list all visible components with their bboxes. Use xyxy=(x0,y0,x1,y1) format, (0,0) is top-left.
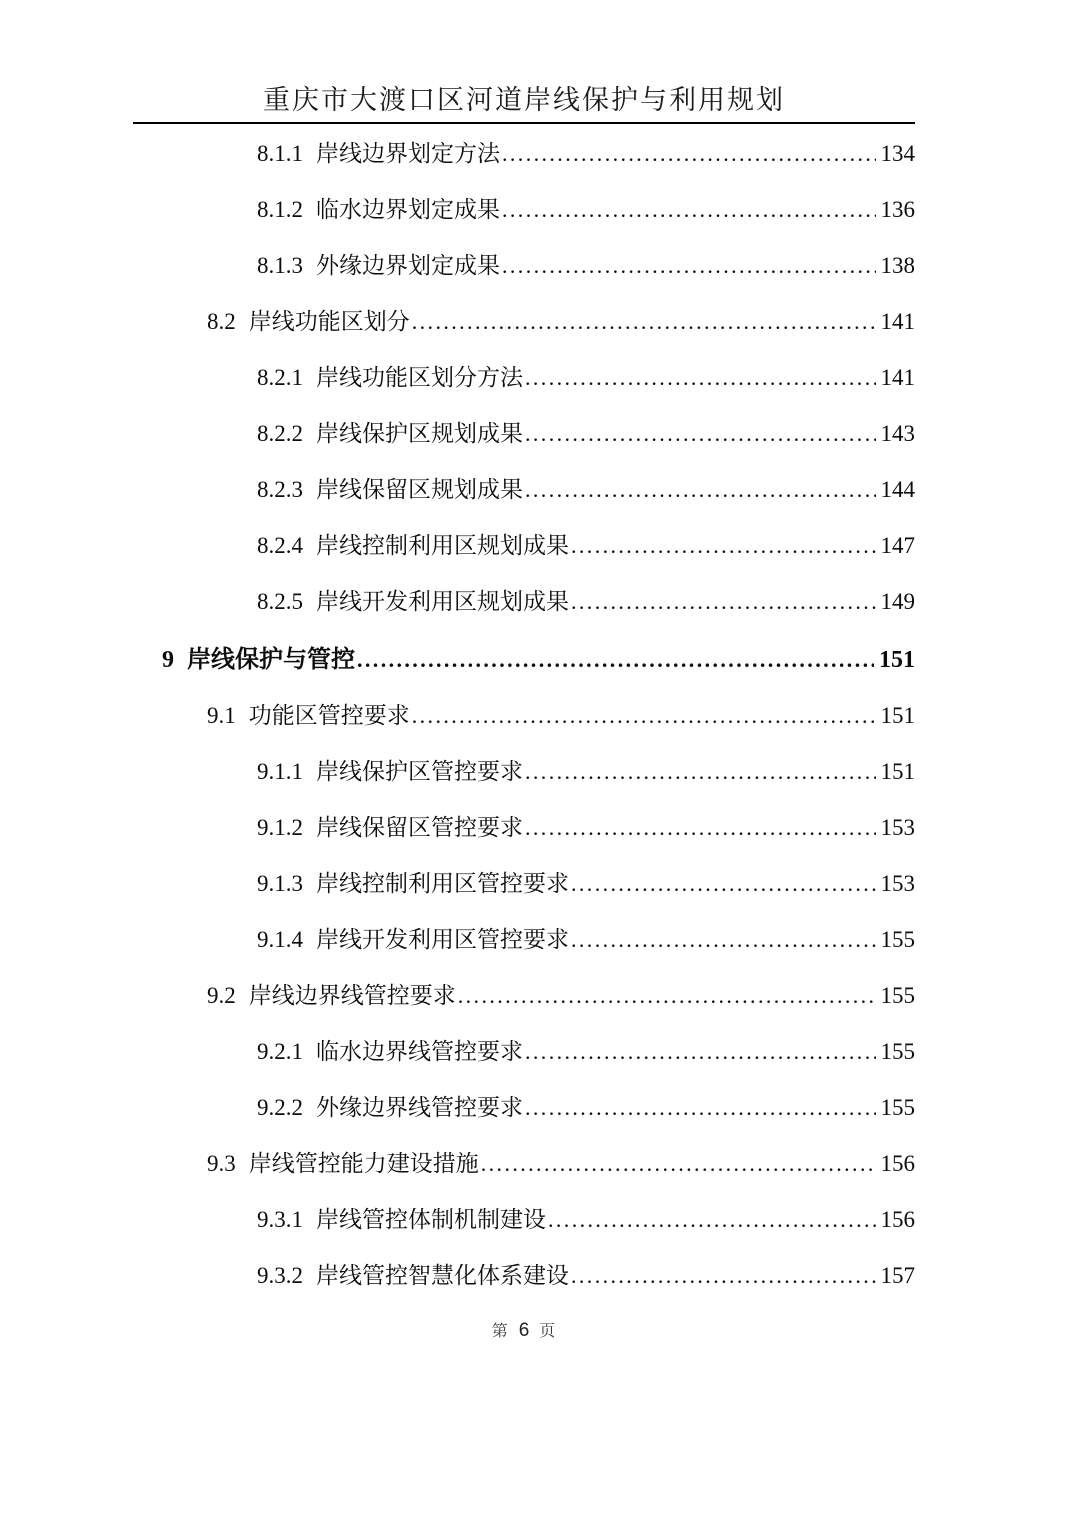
toc-entry-page: 155 xyxy=(880,927,915,952)
toc-entry-number: 8.2.5 xyxy=(257,589,303,614)
toc-entry xyxy=(133,1206,915,1234)
dot-leader xyxy=(502,196,876,224)
toc-entry-number: 9.3 xyxy=(207,1151,236,1176)
toc-entry xyxy=(133,646,915,674)
toc-entry-page: 153 xyxy=(880,815,915,840)
dot-leader xyxy=(412,308,876,336)
toc-entry-number: 8.2.1 xyxy=(257,365,303,390)
toc-entry-page: 155 xyxy=(880,983,915,1008)
toc-entry-page: 156 xyxy=(880,1151,915,1176)
page-footer xyxy=(133,1318,915,1342)
toc-entry xyxy=(133,702,915,730)
dot-leader xyxy=(502,140,876,168)
toc-entry-page: 157 xyxy=(880,1263,915,1288)
toc-entry-number: 8.2.3 xyxy=(257,477,303,502)
toc-entry-page: 144 xyxy=(880,477,915,502)
dot-leader xyxy=(571,588,876,616)
dot-leader xyxy=(571,532,876,560)
header-divider xyxy=(133,122,915,124)
toc-entry-page: 143 xyxy=(880,421,915,446)
toc-entry-title: 岸线开发利用区管控要求 xyxy=(316,927,569,952)
page-header xyxy=(133,84,915,124)
toc-entry-title: 岸线保留区规划成果 xyxy=(316,477,523,502)
toc-entry xyxy=(133,758,915,786)
toc-entry-title: 岸线控制利用区管控要求 xyxy=(316,871,569,896)
toc-entry xyxy=(133,420,915,448)
toc-entry-number: 8.1.2 xyxy=(257,197,303,222)
toc-entry-number: 9.2.2 xyxy=(257,1095,303,1120)
page-number: 6 xyxy=(518,1320,530,1341)
toc-entry xyxy=(133,1094,915,1122)
toc-entry-title: 岸线边界线管控要求 xyxy=(248,983,456,1008)
toc-entry-title: 功能区管控要求 xyxy=(248,703,410,728)
toc-entry-page: 155 xyxy=(880,1095,915,1120)
toc-entry-number: 9.1.2 xyxy=(257,815,303,840)
toc-entry xyxy=(133,926,915,954)
dot-leader xyxy=(458,982,876,1010)
toc-entry xyxy=(133,476,915,504)
toc-entry-title: 岸线管控能力建设措施 xyxy=(248,1151,479,1176)
toc-entry xyxy=(133,588,915,616)
page-number-prefix: 第 xyxy=(491,1323,509,1340)
dot-leader xyxy=(571,870,876,898)
dot-leader xyxy=(502,252,876,280)
toc-entry xyxy=(133,814,915,842)
toc-entry xyxy=(133,364,915,392)
toc-entry-page: 141 xyxy=(880,309,915,334)
toc-entry-page: 153 xyxy=(880,871,915,896)
dot-leader xyxy=(525,814,876,842)
toc-entry-number: 9.1.3 xyxy=(257,871,303,896)
toc-entry-number: 9.1 xyxy=(207,703,236,728)
toc-entry-page: 134 xyxy=(880,141,915,166)
toc-entry xyxy=(133,1038,915,1066)
toc-entry xyxy=(133,982,915,1010)
toc-entry xyxy=(133,308,915,336)
toc-entry-title: 岸线保护与管控 xyxy=(187,647,355,673)
toc-entry xyxy=(133,196,915,224)
toc-entry-title: 岸线保护区管控要求 xyxy=(316,759,523,784)
toc-entry-title: 岸线保留区管控要求 xyxy=(316,815,523,840)
toc-entry-number: 9.1.1 xyxy=(257,759,303,784)
toc-entry-page: 155 xyxy=(880,1039,915,1064)
page-number-suffix: 页 xyxy=(539,1323,557,1340)
toc-entry-number: 8.1.3 xyxy=(257,253,303,278)
dot-leader xyxy=(357,646,874,674)
toc-entry-title: 外缘边界线管控要求 xyxy=(316,1095,523,1120)
toc-entry-number: 8.2 xyxy=(207,309,236,334)
document-title: 重庆市大渡口区河道岸线保护与利用规划 xyxy=(263,85,785,115)
toc-entry-title: 岸线边界划定方法 xyxy=(316,141,500,166)
toc-entry-number: 9.3.1 xyxy=(257,1207,303,1232)
toc-entry-title: 岸线保护区规划成果 xyxy=(316,421,523,446)
toc-entry-page: 147 xyxy=(880,533,915,558)
toc-entry xyxy=(133,532,915,560)
dot-leader xyxy=(571,1262,876,1290)
dot-leader xyxy=(525,420,876,448)
toc-entry-number: 9.2 xyxy=(207,983,236,1008)
toc-entry-page: 138 xyxy=(880,253,915,278)
dot-leader xyxy=(525,1094,876,1122)
dot-leader xyxy=(525,758,876,786)
toc-entry-number: 9.1.4 xyxy=(257,927,303,952)
toc-entry-number: 8.2.2 xyxy=(257,421,303,446)
toc-entry xyxy=(133,140,915,168)
toc-entry xyxy=(133,1150,915,1178)
toc-entry-number: 9.3.2 xyxy=(257,1263,303,1288)
toc-entry xyxy=(133,252,915,280)
dot-leader xyxy=(571,926,876,954)
dot-leader xyxy=(412,702,876,730)
toc-entry-number: 8.1.1 xyxy=(257,141,303,166)
toc-entry-number: 9.2.1 xyxy=(257,1039,303,1064)
toc-entry-page: 156 xyxy=(880,1207,915,1232)
toc-entry-number: 8.2.4 xyxy=(257,533,303,558)
toc-entry-page: 149 xyxy=(880,589,915,614)
toc-entry-title: 岸线控制利用区规划成果 xyxy=(316,533,569,558)
toc-entry-title: 岸线管控智慧化体系建设 xyxy=(316,1263,569,1288)
dot-leader xyxy=(548,1206,876,1234)
table-of-contents xyxy=(133,140,915,1290)
toc-entry xyxy=(133,870,915,898)
toc-entry-page: 151 xyxy=(880,703,915,728)
toc-entry-title: 临水边界线管控要求 xyxy=(316,1039,523,1064)
dot-leader xyxy=(525,364,876,392)
toc-entry-title: 岸线功能区划分方法 xyxy=(316,365,523,390)
toc-entry-title: 岸线开发利用区规划成果 xyxy=(316,589,569,614)
toc-entry-page: 136 xyxy=(880,197,915,222)
toc-entry-title: 岸线管控体制机制建设 xyxy=(316,1207,546,1232)
toc-entry-page: 151 xyxy=(879,647,915,673)
dot-leader xyxy=(525,476,876,504)
toc-entry-title: 岸线功能区划分 xyxy=(248,309,410,334)
toc-entry-number: 9 xyxy=(162,647,174,673)
toc-entry-title: 外缘边界划定成果 xyxy=(316,253,500,278)
toc-entry xyxy=(133,1262,915,1290)
dot-leader xyxy=(481,1150,876,1178)
toc-entry-page: 151 xyxy=(880,759,915,784)
toc-entry-title: 临水边界划定成果 xyxy=(316,197,500,222)
toc-entry-page: 141 xyxy=(880,365,915,390)
dot-leader xyxy=(525,1038,876,1066)
